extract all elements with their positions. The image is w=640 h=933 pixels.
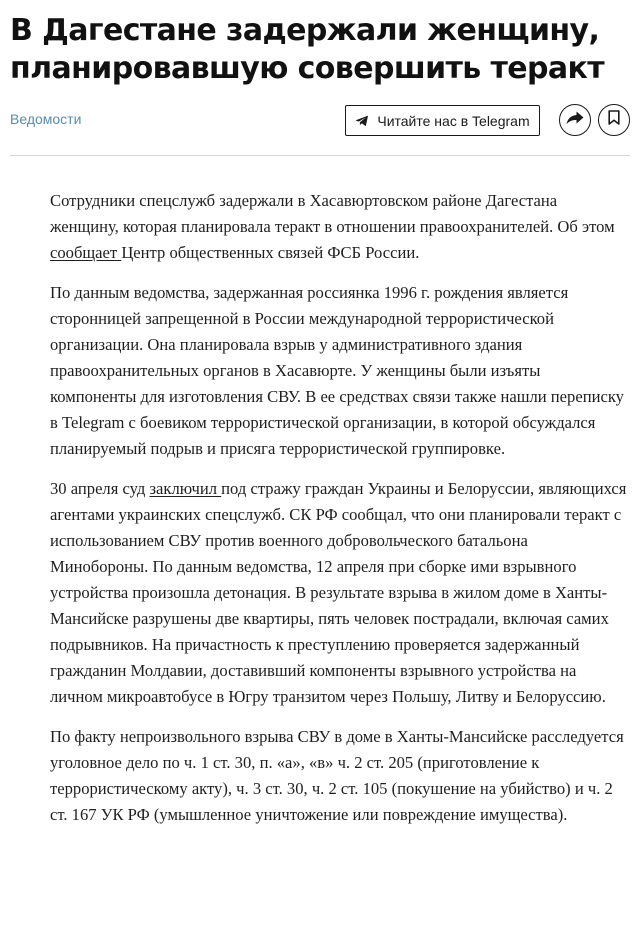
header-divider bbox=[10, 155, 630, 156]
article-meta-row bbox=[10, 102, 630, 138]
source-reference-link[interactable]: сообщает bbox=[50, 243, 122, 262]
share-button[interactable] bbox=[559, 104, 591, 136]
bookmark-button[interactable] bbox=[598, 104, 630, 136]
article-paragraph: По данным ведомства, задержанная россиянка 1996 г. рождения является сторонницей запрещенной в России международной террористической организации. Она планировала взрыв у административного здания правоохранительных органов в Хасавюрте. У женщины были изъяты компоненты для изготовления СВУ. В ее средствах связи также нашли переписку в Telegram с боевиком террористической организации, в которой обсуждался планируемый подрыв и присяга террористической группировке. bbox=[50, 283, 624, 458]
paragraph-text: под стражу граждан Украины и Белоруссии, являющихся агентами украинских спецслужб. СК РФ сообщал, что они планировали теракт с использованием СВУ против военного добровольческого батальона Минобороны. По данным ведомства, 12 апреля при сборке ими взрывного устройства произошла детонация. В результате взрыва в жилом доме в Ханты-Мансийске разрушены две квартиры, пять человек пострадали, включая самих подрывников. На причастность к преступлению проверяется задержанный гражданин Молдавии, доставивший компоненты взрывного устройства на личном микроавтобусе в Югру транзитом через Польшу, Литву и Белоруссию. bbox=[50, 479, 627, 706]
paper-plane-icon bbox=[355, 115, 369, 127]
bookmark-icon bbox=[608, 110, 620, 130]
telegram-subscribe-button[interactable] bbox=[345, 105, 540, 136]
paragraph-text: Центр общественных связей ФСБ России. bbox=[121, 243, 420, 262]
paragraph-text: Сотрудники спецслужб задержали в Хасавюртовском районе Дагестана женщину, которая планировала теракт в отношении правоохранителей. Об этом bbox=[50, 191, 615, 236]
paragraph-text: 30 апреля суд bbox=[50, 479, 150, 498]
article-paragraph bbox=[50, 476, 630, 710]
share-arrow-icon bbox=[566, 111, 584, 130]
article-paragraph: По факту непроизвольного взрыва СВУ в доме в Ханты-Мансийске расследуется уголовное дело по ч. 1 ст. 30, п. «а», «в» ч. 2 ст. 205 (приготовление к террористическому акту), ч. 3 ст. 30, ч. 2 ст. 105 (покушение на убийство) и ч. 2 ст. 167 УК РФ (умышленное уничтожение или повреждение имущества). bbox=[50, 727, 624, 824]
telegram-button-label: Читайте нас в Telegram bbox=[377, 112, 530, 129]
court-reference-link[interactable]: заключил bbox=[149, 479, 222, 498]
source-link[interactable]: Ведомости bbox=[10, 111, 82, 127]
article-paragraph bbox=[50, 188, 630, 266]
article-headline: В Дагестане задержали женщину, планировавшую совершить теракт bbox=[10, 13, 605, 86]
article-body bbox=[50, 188, 630, 842]
